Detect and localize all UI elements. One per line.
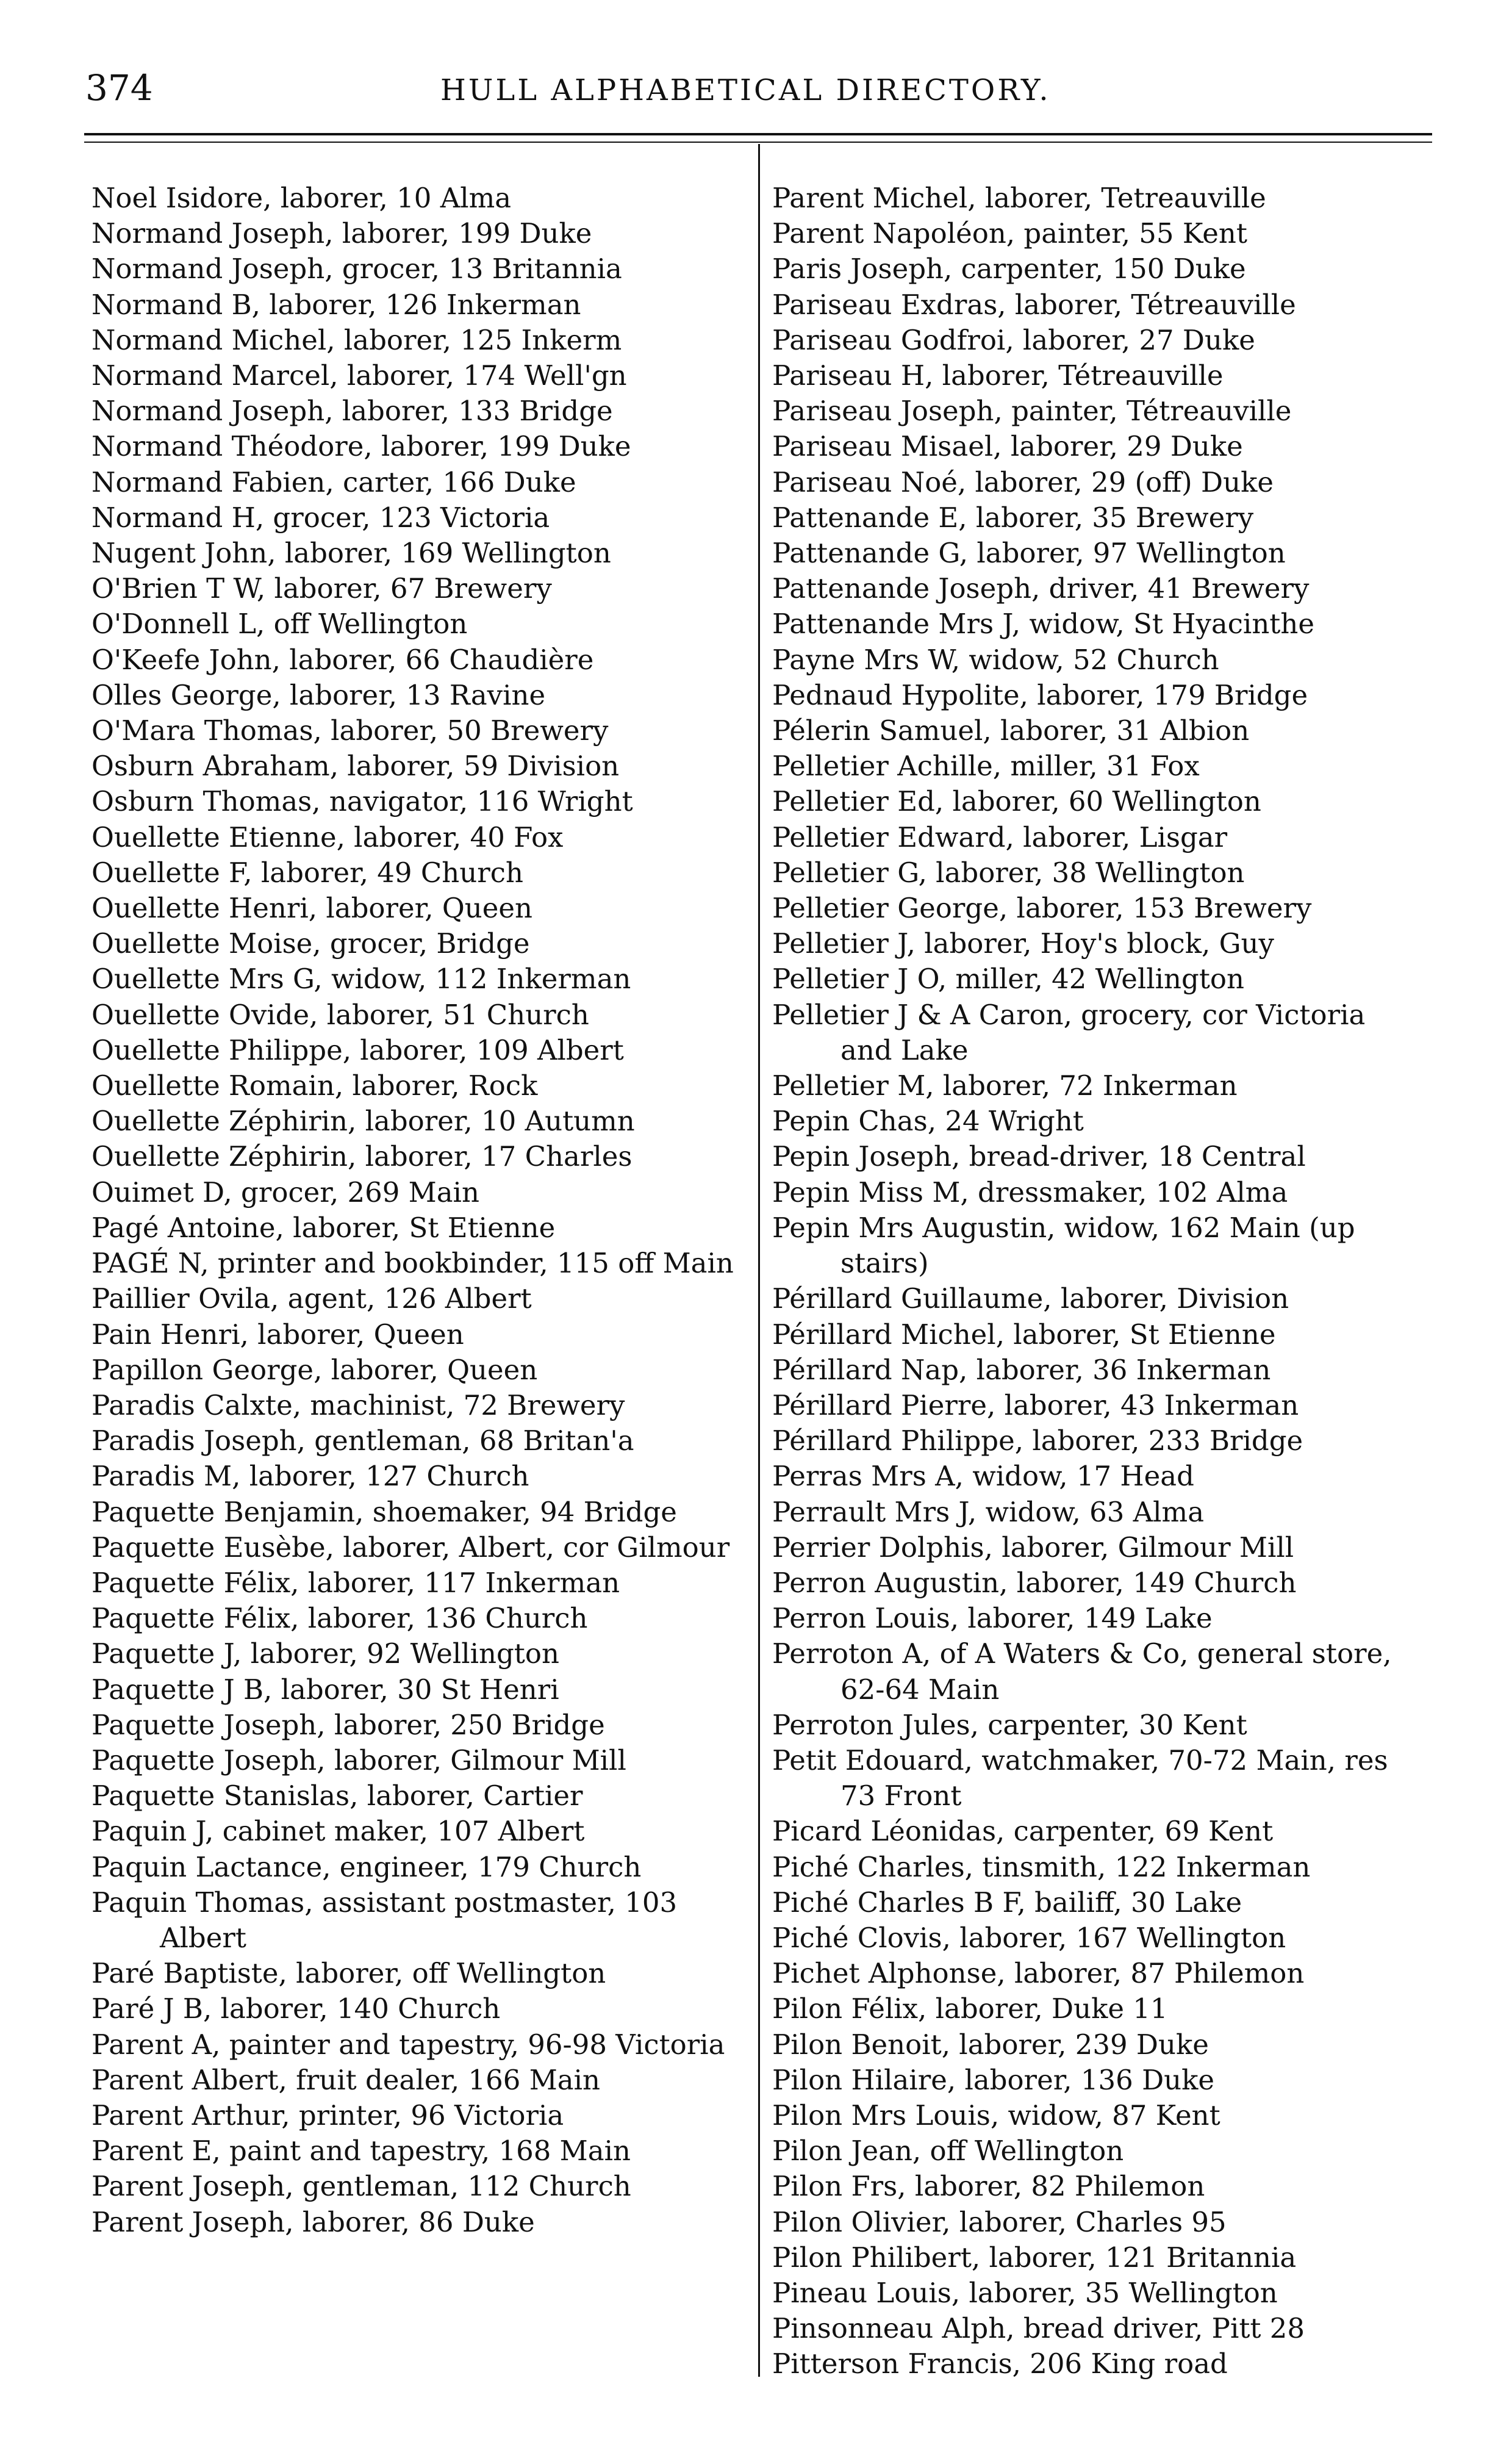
directory-entry: Paillier Ovila, agent, 126 Albert [91,1282,532,1315]
directory-entry: Pariseau Noé, laborer, 29 (off) Duke [772,465,1274,498]
directory-entry: Ouellette Zéphirin, laborer, 10 Autumn [91,1105,635,1138]
directory-entry: Pattenande Mrs J, widow, St Hyacinthe [772,608,1314,641]
directory-entry: Paquette Félix, laborer, 136 Church [91,1602,588,1635]
directory-entry: Parent A, painter and tapestry, 96-98 Victoria [91,2028,725,2061]
directory-entry: Paradis Joseph, gentleman, 68 Britan'a [91,1424,634,1457]
running-title: HULL ALPHABETICAL DIRECTORY. [440,73,1051,107]
directory-entry: Olles George, laborer, 13 Ravine [91,678,546,711]
directory-entry: Paré J B, laborer, 140 Church [91,1992,501,2025]
directory-entry: Paradis Calxte, machinist, 72 Brewery [91,1388,625,1421]
directory-entry: Périllard Nap, laborer, 36 Inkerman [772,1353,1271,1386]
directory-entry: Pariseau Exdras, laborer, Tétreauville [772,288,1296,321]
directory-entry: Piché Charles, tinsmith, 122 Inkerman [772,1850,1311,1883]
directory-entry: Pariseau Misael, laborer, 29 Duke [772,430,1243,463]
page-header [0,67,1498,128]
directory-entry: Pilon Frs, laborer, 82 Philemon [772,2170,1205,2203]
directory-entry: Ouellette Etienne, laborer, 40 Fox [91,821,564,853]
directory-entry: Pelletier J & A Caron, grocery, cor Victoria and Lake [772,998,1366,1066]
directory-entry: Normand Joseph, grocer, 13 Britannia [91,253,622,286]
directory-entry: Pain Henri, laborer, Queen [91,1318,464,1351]
page-number: 374 [85,67,153,109]
directory-entry: PAGÉ N, printer and bookbinder, 115 off Main [91,1247,734,1280]
directory-entry: Piché Clovis, laborer, 167 Wellington [772,1921,1286,1954]
directory-entry: Picard Léonidas, carpenter, 69 Kent [772,1815,1274,1848]
directory-entry: Pilon Mrs Louis, widow, 87 Kent [772,2099,1220,2132]
directory-entry: Pilon Hilaire, laborer, 136 Duke [772,2063,1215,2096]
right-column [772,181,1419,2382]
directory-entry: Parent Albert, fruit dealer, 166 Main [91,2063,600,2096]
directory-entry: Paquette Joseph, laborer, 250 Bridge [91,1708,605,1741]
directory-entry: Normand Joseph, laborer, 199 Duke [91,217,592,250]
directory-entry: Normand Michel, laborer, 125 Inkerm [91,323,622,356]
directory-entry: Pariseau Joseph, painter, Tétreauville [772,395,1292,428]
directory-entry: Pelletier George, laborer, 153 Brewery [772,892,1312,925]
directory-entry: Pilon Jean, off Wellington [772,2135,1124,2168]
directory-entry: Payne Mrs W, widow, 52 Church [772,643,1219,676]
directory-entry: O'Brien T W, laborer, 67 Brewery [91,572,552,605]
directory-entry: O'Donnell L, off Wellington [91,608,468,641]
directory-entry: Normand Fabien, carter, 166 Duke [91,465,576,498]
directory-entry: Ouellette F, laborer, 49 Church [91,856,523,889]
directory-entry: Ouellette Henri, laborer, Queen [91,892,532,925]
directory-entry: Paquin Lactance, engineer, 179 Church [91,1850,642,1883]
directory-entry: Parent E, paint and tapestry, 168 Main [91,2135,631,2168]
directory-entry: Pinsonneau Alph, bread driver, Pitt 28 [772,2312,1305,2345]
directory-entry: Paquette Eusèbe, laborer, Albert, cor Gilmour [91,1531,730,1564]
directory-entry: Périllard Philippe, laborer, 233 Bridge [772,1424,1303,1457]
directory-entry: Pepin Miss M, dressmaker, 102 Alma [772,1176,1288,1209]
directory-entry: Pepin Chas, 24 Wright [772,1105,1084,1138]
directory-entry: Paquin J, cabinet maker, 107 Albert [91,1815,585,1848]
directory-entry: Parent Napoléon, painter, 55 Kent [772,217,1247,250]
directory-entry: Perras Mrs A, widow, 17 Head [772,1460,1194,1493]
directory-entry: Paquette Félix, laborer, 117 Inkerman [91,1566,620,1599]
directory-entry: Paquin Thomas, assistant postmaster, 103 Albert [91,1886,678,1954]
directory-entry: Ouellette Moise, grocer, Bridge [91,927,530,960]
directory-entry: Ouellette Mrs G, widow, 112 Inkerman [91,963,631,996]
directory-entry: Pattenande G, laborer, 97 Wellington [772,537,1286,570]
directory-entry: Pilon Benoit, laborer, 239 Duke [772,2028,1209,2061]
directory-entry: Perron Augustin, laborer, 149 Church [772,1566,1297,1599]
directory-entry: Pelletier Edward, laborer, Lisgar [772,821,1228,853]
directory-entry: Paris Joseph, carpenter, 150 Duke [772,253,1246,286]
directory-entry: Parent Joseph, laborer, 86 Duke [91,2205,535,2238]
directory-entry: Ouimet D, grocer, 269 Main [91,1176,479,1209]
directory-entry: Normand Théodore, laborer, 199 Duke [91,430,631,463]
directory-entry: Paquette Joseph, laborer, Gilmour Mill [91,1744,626,1776]
directory-entry: Pilon Philibert, laborer, 121 Britannia [772,2241,1297,2274]
directory-entry: Pelletier G, laborer, 38 Wellington [772,856,1245,889]
directory-entry: Pichet Alphonse, laborer, 87 Philemon [772,1957,1305,1990]
directory-entry: Nugent John, laborer, 169 Wellington [91,537,611,570]
directory-entry: Ouellette Ovide, laborer, 51 Church [91,998,589,1031]
directory-entry: Ouellette Philippe, laborer, 109 Albert [91,1033,624,1066]
directory-entry: Pelletier Ed, laborer, 60 Wellington [772,785,1261,818]
directory-entry: Paradis M, laborer, 127 Church [91,1460,529,1493]
directory-entry: Parent Michel, laborer, Tetreauville [772,182,1266,214]
directory-entry: Petit Edouard, watchmaker, 70-72 Main, res 73 Front [772,1744,1388,1812]
directory-entry: Osburn Thomas, navigator, 116 Wright [91,785,633,818]
directory-entry: Pelletier M, laborer, 72 Inkerman [772,1069,1238,1102]
directory-entry: Noel Isidore, laborer, 10 Alma [91,182,512,214]
directory-entry: Pednaud Hypolite, laborer, 179 Bridge [772,678,1308,711]
directory-entry: Pelletier J O, miller, 42 Wellington [772,963,1244,996]
directory-entry: Normand Joseph, laborer, 133 Bridge [91,395,613,428]
directory-entry: Papillon George, laborer, Queen [91,1353,538,1386]
directory-entry: Pelletier Achille, miller, 31 Fox [772,750,1200,783]
directory-entry: Piché Charles B F, bailiff, 30 Lake [772,1886,1242,1919]
directory-entry: Pélerin Samuel, laborer, 31 Albion [772,714,1250,747]
header-rule-thin [84,142,1432,143]
directory-entry: Périllard Guillaume, laborer, Division [772,1282,1289,1315]
directory-entry: Ouellette Romain, laborer, Rock [91,1069,538,1102]
directory-entry: Pitterson Francis, 206 King road [772,2347,1228,2380]
directory-entry: Paré Baptiste, laborer, off Wellington [91,1957,606,1990]
directory-entry: O'Keefe John, laborer, 66 Chaudière [91,643,594,676]
directory-entry: Pilon Olivier, laborer, Charles 95 [772,2205,1227,2238]
directory-entry: Perrault Mrs J, widow, 63 Alma [772,1495,1205,1528]
directory-entry: Pepin Mrs Augustin, widow, 162 Main (up stairs) [772,1211,1355,1280]
directory-entry: Pariseau Godfroi, laborer, 27 Duke [772,323,1255,356]
directory-entry: Pineau Louis, laborer, 35 Wellington [772,2276,1278,2309]
directory-entry: Paquette Stanislas, laborer, Cartier [91,1780,583,1812]
directory-entry: O'Mara Thomas, laborer, 50 Brewery [91,714,609,747]
directory-entry: Pilon Félix, laborer, Duke 11 [772,1992,1168,2025]
directory-entry: Pattenande Joseph, driver, 41 Brewery [772,572,1310,605]
directory-entry: Perrier Dolphis, laborer, Gilmour Mill [772,1531,1294,1564]
directory-entry: Paquette J B, laborer, 30 St Henri [91,1673,559,1706]
directory-entry: Normand Marcel, laborer, 174 Well'gn [91,359,627,392]
directory-entry: Perron Louis, laborer, 149 Lake [772,1602,1213,1635]
directory-entry: Perroton A, of A Waters & Co, general store, 62-64 Main [772,1637,1392,1706]
header-rule [84,133,1432,135]
directory-entry: Normand H, grocer, 123 Victoria [91,501,550,534]
directory-entry: Pelletier J, laborer, Hoy's block, Guy [772,927,1274,960]
directory-entry: Pagé Antoine, laborer, St Etienne [91,1211,556,1244]
directory-entry: Paquette Benjamin, shoemaker, 94 Bridge [91,1495,677,1528]
left-column [91,181,738,2240]
directory-entry: Pariseau H, laborer, Tétreauville [772,359,1224,392]
directory-entry: Parent Arthur, printer, 96 Victoria [91,2099,564,2132]
directory-entry: Ouellette Zéphirin, laborer, 17 Charles [91,1140,633,1173]
directory-entry: Périllard Pierre, laborer, 43 Inkerman [772,1388,1299,1421]
directory-entry: Normand B, laborer, 126 Inkerman [91,288,581,321]
directory-entry: Périllard Michel, laborer, St Etienne [772,1318,1276,1351]
directory-entry: Pattenande E, laborer, 35 Brewery [772,501,1254,534]
directory-entry: Osburn Abraham, laborer, 59 Division [91,750,620,783]
directory-entry: Pepin Joseph, bread-driver, 18 Central [772,1140,1306,1173]
directory-entry: Parent Joseph, gentleman, 112 Church [91,2170,631,2203]
directory-entry: Perroton Jules, carpenter, 30 Kent [772,1708,1247,1741]
column-divider [758,144,760,2377]
directory-entry: Paquette J, laborer, 92 Wellington [91,1637,559,1670]
